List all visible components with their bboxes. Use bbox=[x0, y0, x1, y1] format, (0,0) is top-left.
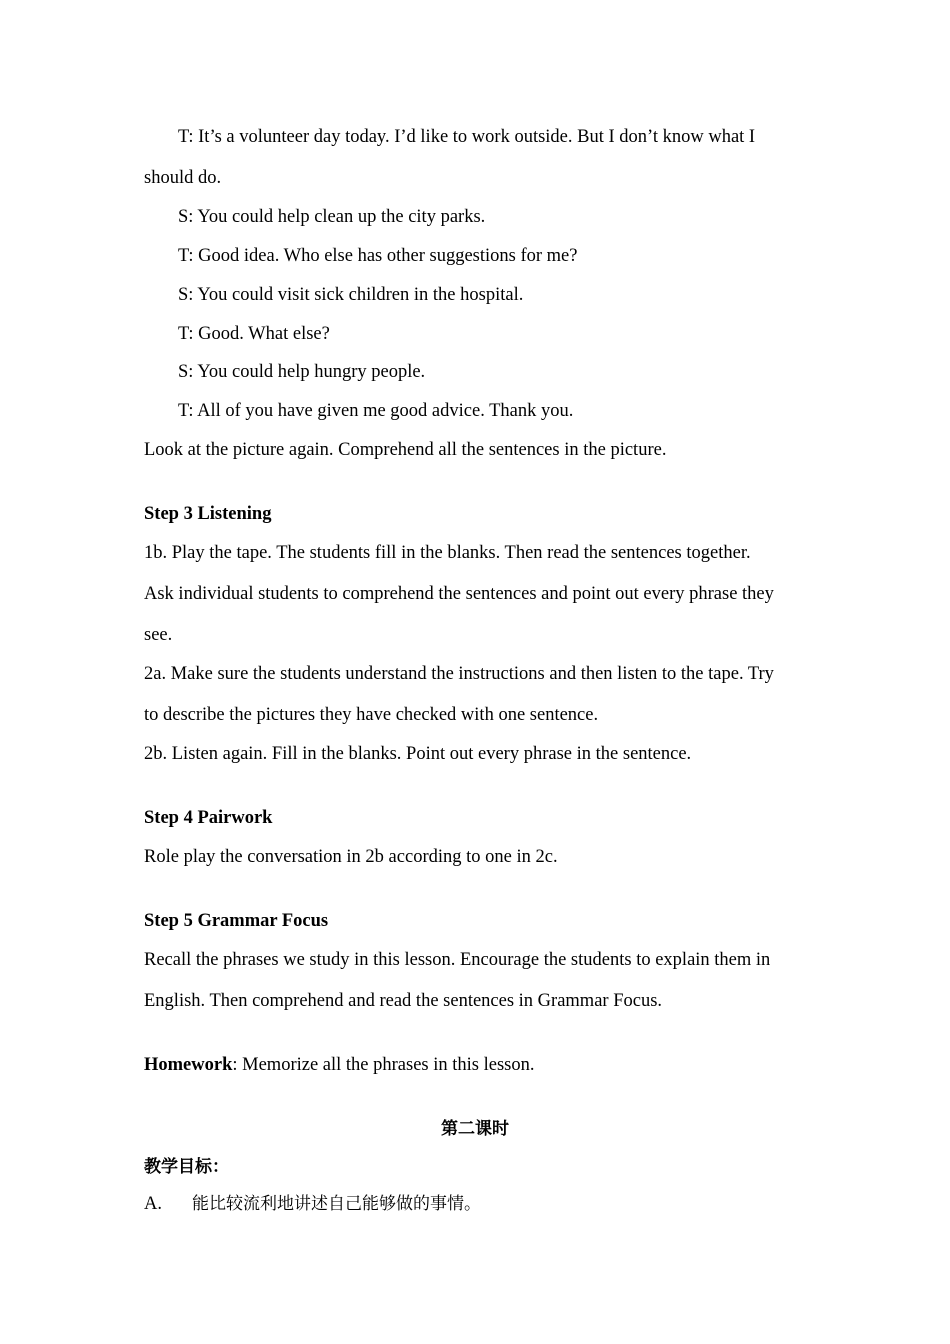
dialogue-intro-line2: should do. bbox=[144, 168, 222, 188]
step3-p3: 2b. Listen again. Fill in the blanks. Point out every phrase in the sentence. bbox=[144, 744, 692, 764]
homework-line bbox=[144, 1053, 534, 1077]
dialogue-line: T: Good idea. Who else has other suggestions for me? bbox=[178, 246, 578, 266]
dialogue-line: T: Good. What else? bbox=[178, 324, 330, 344]
step4-text: Role play the conversation in 2b according to one in 2c. bbox=[144, 847, 558, 867]
dialogue-line: S: You could help clean up the city parks. bbox=[178, 207, 486, 227]
step5-line1: Recall the phrases we study in this lesson. Encourage the students to explain them in bbox=[144, 950, 771, 970]
step5-line2: English. Then comprehend and read the sentences in Grammar Focus. bbox=[144, 991, 663, 1011]
homework-text: : Memorize all the phrases in this lesson. bbox=[232, 1055, 535, 1075]
dialogue-line: S: You could visit sick children in the hospital. bbox=[178, 285, 524, 305]
step3-heading: Step 3 Listening bbox=[144, 504, 272, 524]
goal-item-a-text: 能比较流利地讲述自己能够做的事情。 bbox=[192, 1194, 481, 1214]
lesson2-goals-label: 教学目标： bbox=[144, 1157, 229, 1177]
step3-p2-line1: 2a. Make sure the students understand the instructions and then listen to the tape. Try bbox=[144, 664, 774, 684]
dialogue-after: Look at the picture again. Comprehend all the sentences in the picture. bbox=[144, 440, 667, 460]
step4-heading: Step 4 Pairwork bbox=[144, 808, 273, 828]
dialogue-line: S: You could help hungry people. bbox=[178, 362, 426, 382]
goal-item-a-marker: A. bbox=[144, 1194, 162, 1214]
step3-p1-line3: see. bbox=[144, 625, 173, 645]
homework-label: Homework bbox=[144, 1055, 233, 1075]
step3-p1-line1: 1b. Play the tape. The students fill in the blanks. Then read the sentences together. bbox=[144, 543, 751, 563]
dialogue-intro-line1: T: It’s a volunteer day today. I’d like to work outside. But I don’t know what I bbox=[178, 127, 756, 147]
step3-p1-line2: Ask individual students to comprehend the sentences and point out every phrase they bbox=[144, 584, 774, 604]
step3-p2-line2: to describe the pictures they have checked with one sentence. bbox=[144, 705, 599, 725]
step5-heading: Step 5 Grammar Focus bbox=[144, 911, 329, 931]
dialogue-line: T: All of you have given me good advice. Thank you. bbox=[178, 401, 574, 421]
lesson2-title: 第二课时 bbox=[441, 1119, 509, 1139]
